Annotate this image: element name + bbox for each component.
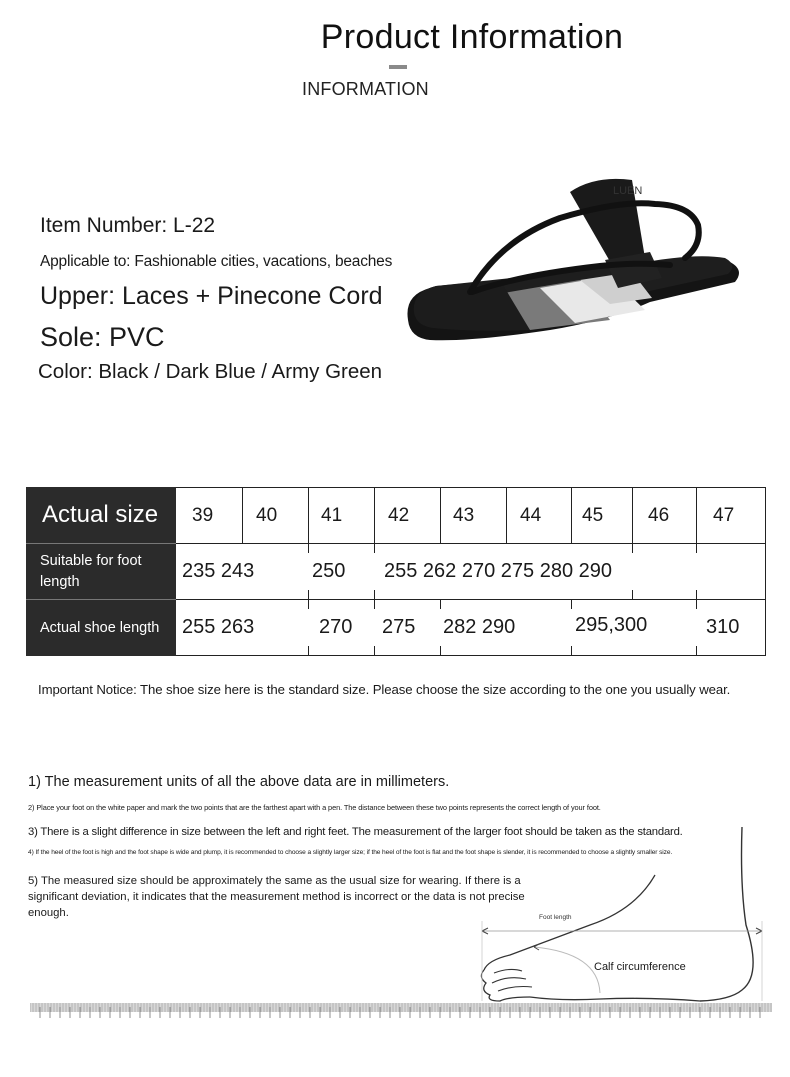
foot-length-value: 255 262 270 275 280 290 [384, 544, 612, 599]
cell-tick [308, 646, 309, 655]
sole-material: Sole: PVC [40, 322, 165, 352]
important-notice: Important Notice: The shoe size here is the standard size. Please choose the size according to the one you usually wear. [38, 682, 731, 697]
cell-divider [571, 488, 572, 543]
tip-3: 3) There is a slight difference in size between the left and right feet. The measurement of the larger foot should be taken as the standard. [28, 826, 683, 838]
ruler [30, 1001, 772, 1019]
shoe-length-value: 255 263 [182, 600, 254, 655]
size-table [26, 487, 766, 656]
cell-divider [506, 488, 507, 543]
cell-divider [632, 488, 633, 543]
table-row-foot-length [26, 543, 766, 599]
size-cell: 45 [582, 504, 604, 526]
cell-tick [571, 646, 572, 655]
cell-tick [696, 646, 697, 655]
row-label: Actual size [26, 487, 176, 543]
shoe-length-value: 275 [382, 600, 415, 655]
cell-tick [374, 590, 375, 599]
shoe-length-cells [176, 599, 766, 656]
size-cell: 44 [520, 504, 542, 526]
upper-material: Upper: Laces + Pinecone Cord [40, 282, 383, 310]
page-title: Product Information [320, 18, 624, 56]
calf-circumference-label: Calf circumference [594, 961, 686, 973]
tip-5: 5) The measured size should be approximately the same as the usual size for wearing. If there is a significant deviation, it indicates that the measurement method is incorrect or the data is not precise enough. [28, 875, 525, 919]
table-row-actual-size [26, 487, 766, 543]
size-cell: 43 [453, 504, 475, 526]
cell-tick [374, 646, 375, 655]
size-cell: 42 [388, 504, 410, 526]
applicable-to: Applicable to: Fashionable cities, vacations, beaches [40, 253, 393, 270]
cell-tick [440, 646, 441, 655]
tip-1: 1) The measurement units of all the above data are in millimeters. [28, 774, 450, 790]
foot-length-cells [176, 543, 766, 599]
sandal-icon [400, 170, 790, 360]
cell-tick [571, 600, 572, 609]
size-cell: 39 [192, 504, 214, 526]
cell-divider [440, 488, 441, 543]
cell-tick [696, 544, 697, 553]
cell-divider [374, 488, 375, 543]
foot-length-value: 250 [312, 544, 345, 599]
table-row-shoe-length [26, 599, 766, 656]
shoe-length-value: 270 [319, 600, 352, 655]
product-image [400, 170, 790, 360]
row-label: Suitable for foot length [26, 543, 176, 599]
size-cell: 40 [256, 504, 278, 526]
size-cell: 46 [648, 504, 670, 526]
ruler-icon [30, 1001, 772, 1019]
cell-divider [696, 488, 697, 543]
brand-label: LUEN [613, 185, 643, 197]
cell-tick [308, 600, 309, 609]
cell-tick [374, 600, 375, 609]
shoe-length-value: 295,300 [575, 600, 647, 655]
color-options: Color: Black / Dark Blue / Army Green [38, 360, 383, 383]
cell-tick [308, 544, 309, 553]
shoe-length-value: 310 [706, 600, 739, 655]
size-cells [176, 487, 766, 543]
cell-tick [374, 544, 375, 553]
foot-diagram [470, 825, 780, 1005]
row-label: Actual shoe length [26, 599, 176, 656]
cell-tick [308, 590, 309, 599]
item-number: Item Number: L-22 [40, 214, 216, 237]
foot-length-label: Foot length [539, 914, 572, 921]
cell-tick [632, 590, 633, 599]
cell-tick [696, 590, 697, 599]
tip-2: 2) Place your foot on the white paper and mark the two points that are the farthest apart with a pen. The distance between these two points represents the correct length of your foot. [28, 803, 601, 812]
cell-tick [440, 600, 441, 609]
shoe-length-value: 282 290 [443, 600, 515, 655]
cell-tick [632, 544, 633, 553]
title-divider [389, 65, 407, 69]
foot-length-value: 235 243 [182, 544, 258, 599]
page-subtitle: INFORMATION [302, 79, 429, 99]
cell-divider [308, 488, 309, 543]
cell-divider [242, 488, 243, 543]
cell-tick [696, 600, 697, 609]
tip-4: 4) If the heel of the foot is high and the foot shape is wide and plump, it is recommended to choose a slightly larger size; if the heel of the foot is flat and the foot shape is slender, it is recommended to choose a slightly smaller size. [28, 849, 673, 856]
size-cell: 47 [713, 504, 735, 526]
size-cell: 41 [321, 504, 343, 526]
foot-outline-icon [470, 825, 780, 1005]
